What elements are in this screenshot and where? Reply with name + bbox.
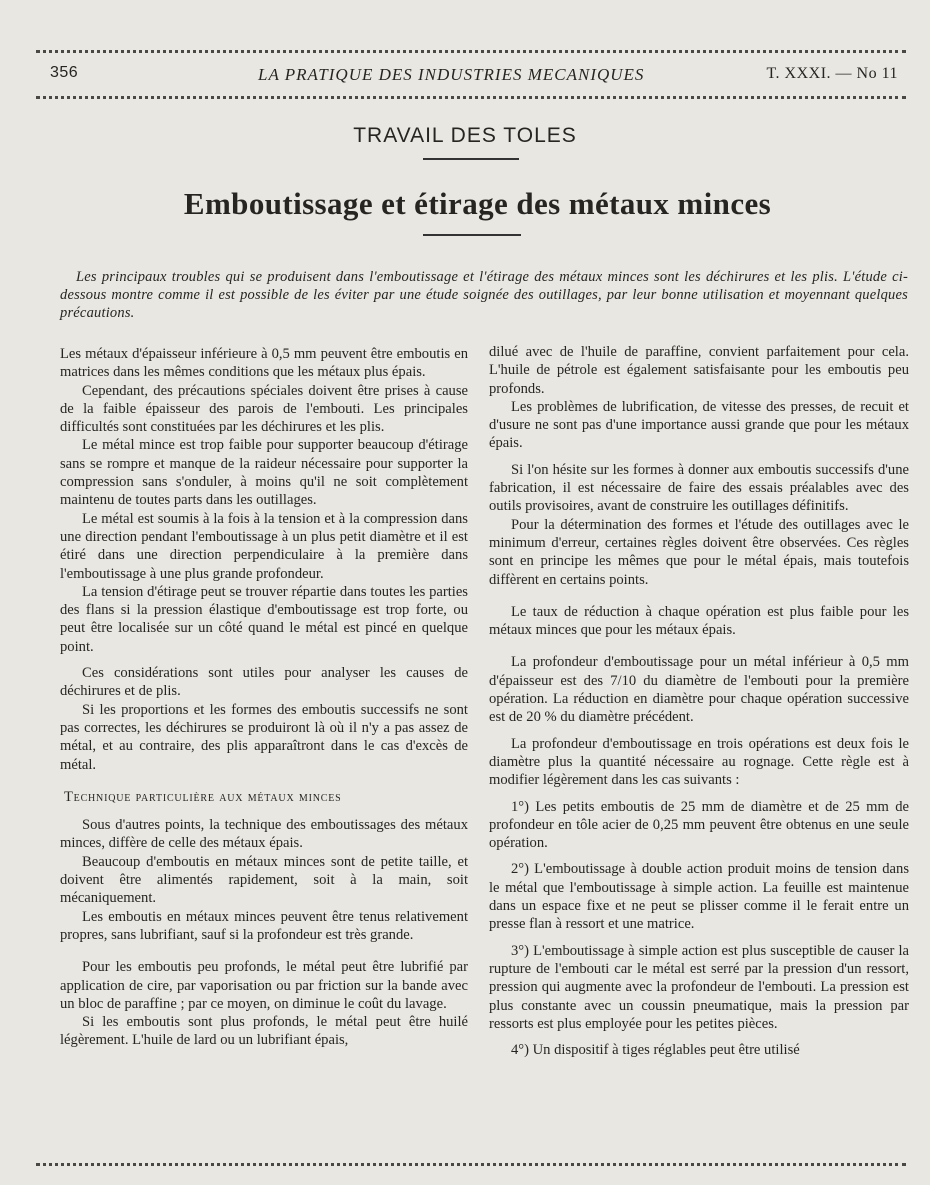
paragraph: La profondeur d'emboutissage pour un métal inférieur à 0,5 mm d'épaisseur est des 7/10 du diamètre de l'embouti pour la première opération. La réduction en diamètre pour chaque opération successive est de 20 % du diamètre précédent. <box>489 654 909 726</box>
bottom-dotted-rule <box>36 1163 906 1166</box>
paragraph: Ces considérations sont utiles pour analyser les causes de déchirures et de plis. <box>60 665 468 700</box>
paragraph: dilué avec de l'huile de paraffine, convient parfaitement pour cela. L'huile de pétrole est également satisfaisante pour les emboutis peu profonds. <box>489 344 909 397</box>
paragraph: La tension d'étirage peut se trouver répartie dans toutes les parties des flans si la pression élastique d'emboutissage est trop forte, ou peut être localisée sur un côté quand le métal est pincé en quelque point. <box>60 583 468 655</box>
paragraph: Le métal mince est trop faible pour supporter beaucoup d'étirage sans se rompre et manque de la raideur nécessaire pour supporter la compression sans s'onduler, à moins qu'il ne soit complètement maintenu de toutes parts dans les outillages. <box>60 437 468 509</box>
subheading-text: Technique particulière aux métaux minces <box>64 788 342 805</box>
numbered-item: 2°) L'emboutissage à double action produit moins de tension dans le métal que l'emboutissage à simple action. La feuille est maintenue dans un espace fixe et ne peut se plisser comme il le ferait entre un presse flan à ressort et une matrice. <box>489 861 909 933</box>
paragraph: Pour les emboutis peu profonds, le métal peut être lubrifié par application de cire, par vaporisation ou par friction sur la bande avec un bloc de paraffine ; par ce moyen, on diminue le coût du lavage. <box>60 959 468 1012</box>
article-intro: Les principaux troubles qui se produisent dans l'emboutissage et l'étirage des métaux minces sont les déchirures et les plis. L'étude ci-dessous montre comme il est possible de les éviter par une étude soignée des outillages, par leur bonne utilisation et moyennant quelques précautions. <box>60 269 908 321</box>
page-number: 356 <box>50 64 79 81</box>
paragraph: Si l'on hésite sur les formes à donner aux emboutis successifs d'une fabrication, il est nécessaire de faire des essais préalables avec des outils provisoires, avant de construire les outillages définitifs. <box>489 461 909 515</box>
article-title: Emboutissage et étirage des métaux minces <box>183 186 772 221</box>
paragraph: Sous d'autres points, la technique des emboutissages des métaux minces, diffère de celle des métaux épais. <box>60 817 468 852</box>
paragraph: Les métaux d'épaisseur inférieure à 0,5 mm peuvent être emboutis en matrices dans les mêmes conditions que les métaux plus épais. <box>60 346 468 381</box>
paragraph: Cependant, des précautions spéciales doivent être prises à cause de la faible épaisseur des parois de l'embouti. Les principales difficultés sont constituées par les déchirures et les plis. <box>60 382 468 436</box>
header-dotted-rule <box>36 96 906 99</box>
section-rule <box>423 158 519 160</box>
paragraph: Le métal est soumis à la fois à la tension et à la compression dans une direction pendant l'emboutissage à un plus petit diamètre et il est étiré dans une direction perpendiculaire à la première dans l'emboutissage à une plus grande profondeur. <box>60 510 468 582</box>
volume-issue: T. XXXI. — No 11 <box>766 65 898 82</box>
journal-title: LA PRATIQUE DES INDUSTRIES MECANIQUES <box>258 65 645 84</box>
paragraph: Beaucoup d'emboutis en métaux minces sont de petite taille, et doivent être alimentés rapidement, soit à la main, soit mécaniquement. <box>60 853 468 907</box>
paragraph: Les problèmes de lubrification, de vitesse des presses, de recuit et d'usure ne sont pas d'une importance aussi grande que pour les métaux épais. <box>489 398 909 452</box>
section-label: TRAVAIL DES TOLES <box>353 124 577 147</box>
right-column <box>489 343 909 1059</box>
numbered-item: 3°) L'emboutissage à simple action est plus susceptible de causer la rupture de l'embouti car le métal est serré par la pression d'un ressort, pression qui augmente avec la profondeur de l'embouti. La pression est plus constante avec un coussin pneumatique, mais la pression par ressorts est plus employée pour les petites pièces. <box>489 942 909 1032</box>
paragraph: Le taux de réduction à chaque opération est plus faible pour les métaux minces que pour les métaux épais. <box>489 603 909 639</box>
paragraph: Pour la détermination des formes et l'étude des outillages avec le minimum d'erreur, certaines règles doivent être observées. Ces règles sont en principe les mêmes que pour le métal épais, mais toutefois diffèrent en certains points. <box>489 516 909 588</box>
left-column <box>60 345 468 1050</box>
paragraph: Si les proportions et les formes des emboutis successifs ne sont pas correctes, les déchirures se produiront là où il n'y a pas assez de métal, et au contraire, des plis apparaîtront dans le cas d'excès de métal. <box>60 701 468 773</box>
running-header <box>36 62 906 90</box>
paragraph: Si les emboutis sont plus profonds, le métal peut être huilé légèrement. L'huile de lard ou un lubrifiant épais, <box>60 1014 468 1049</box>
top-dotted-rule <box>36 50 906 53</box>
subheading <box>60 788 468 806</box>
title-rule <box>423 234 521 236</box>
numbered-item: 1°) Les petits emboutis de 25 mm de diamètre et de 25 mm de profondeur en tôle acier de 0,25 mm peuvent être obtenus en une seule opération. <box>489 798 909 852</box>
paragraph: Les emboutis en métaux minces peuvent être tenus relativement propres, sans lubrifiant, sauf si la profondeur est très grande. <box>60 908 468 943</box>
numbered-item: 4°) Un dispositif à tiges réglables peut être utilisé <box>511 1042 800 1059</box>
paragraph: La profondeur d'emboutissage en trois opérations est deux fois le diamètre plus la quantité nécessaire au rognage. Cette règle est à modifier légèrement dans les cas suivants : <box>489 735 909 789</box>
